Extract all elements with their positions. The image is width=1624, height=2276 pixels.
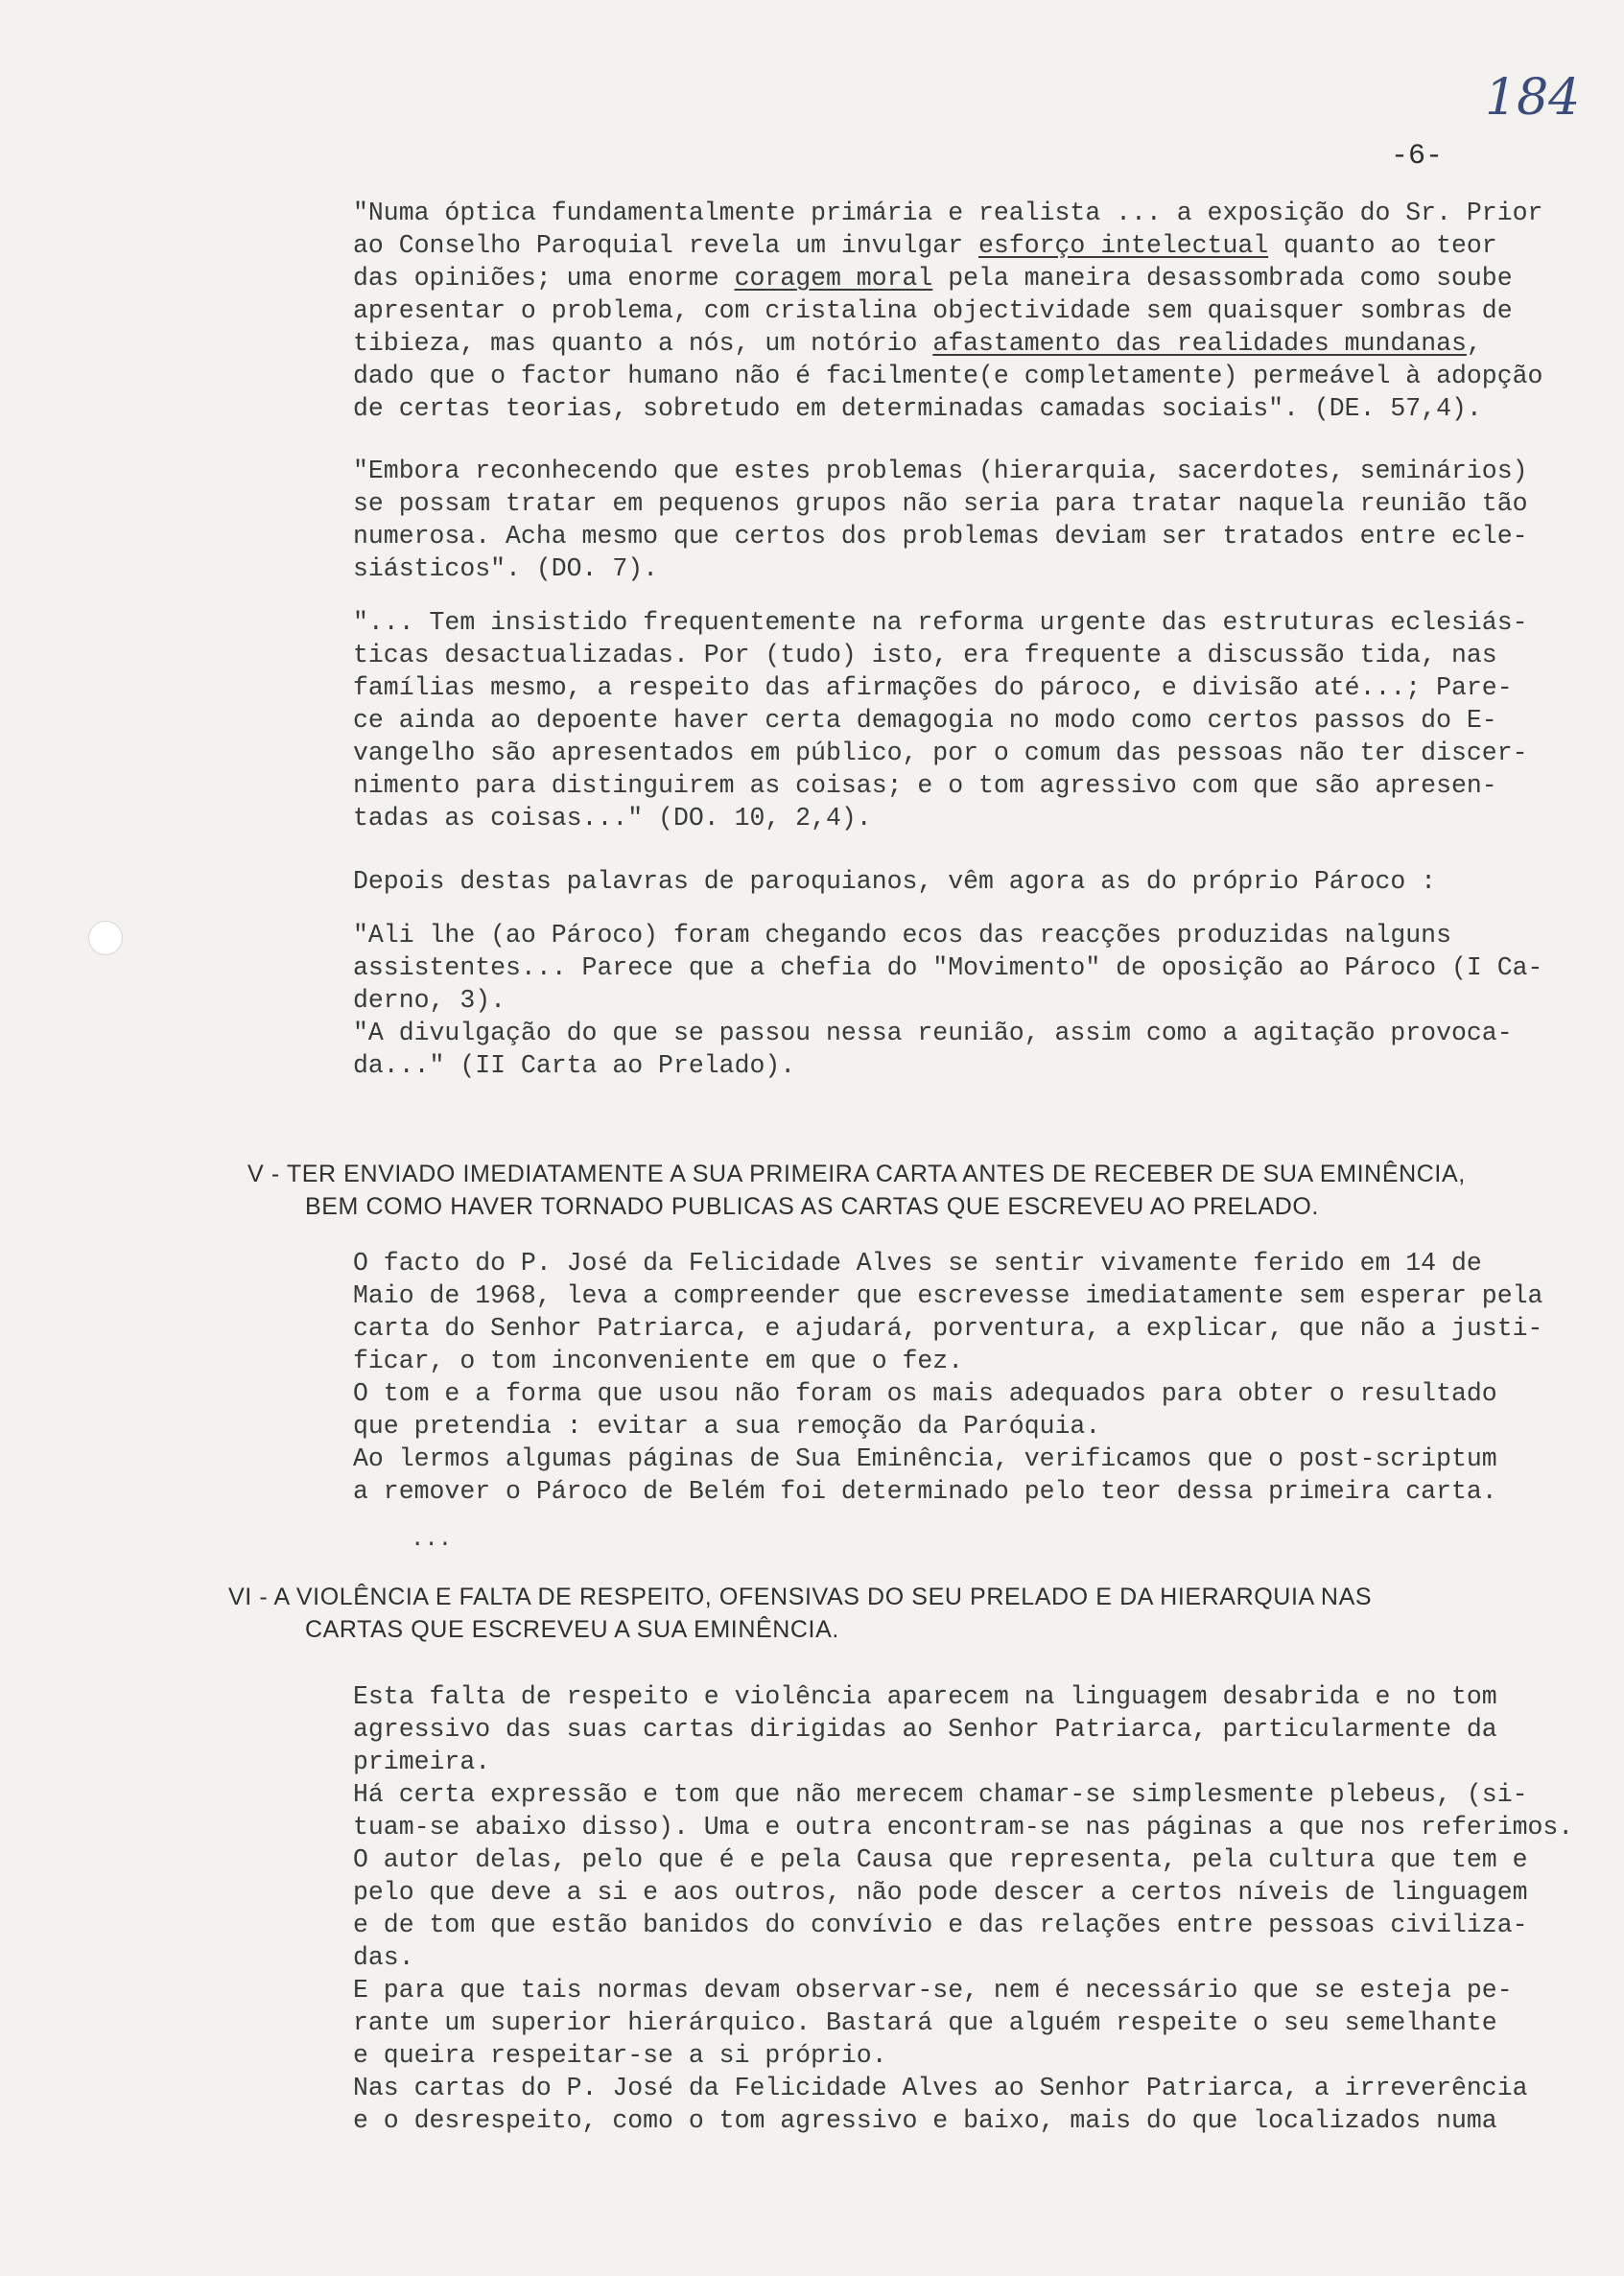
text-line: O autor delas, pelo que é e pela Causa que representa, pela cultura que tem e [353, 1845, 1528, 1874]
text-line: numerosa. Acha mesmo que certos dos problemas deviam ser tratados entre ecle- [353, 522, 1528, 551]
text-line: pelo que deve a si e aos outros, não pode descer a certos níveis de linguagem [353, 1878, 1528, 1907]
text-line: siásticos". (DO. 7). [353, 554, 659, 583]
text-line: O facto do P. José da Felicidade Alves se sentir vivamente ferido em 14 de [353, 1249, 1482, 1278]
page-number: -6- [1391, 140, 1444, 173]
text-line: ao Conselho Paroquial revela um invulgar esforço intelectual quanto ao teor [353, 231, 1497, 260]
text-line: "A divulgação do que se passou nessa reunião, assim como a agitação provoca- [353, 1019, 1513, 1047]
text-line: E para que tais normas devam observar-se, nem é necessário que se esteja pe- [353, 1976, 1513, 2005]
quote-paragraph-4 [353, 919, 1542, 1082]
text-line: Há certa expressão e tom que não merecem chamar-se simplesmente plebeus, (si- [353, 1780, 1528, 1809]
text-line: O tom e a forma que usou não foram os mais adequados para obter o resultado [353, 1379, 1497, 1408]
underlined-phrase: esforço intelectual [978, 231, 1269, 260]
text-line: agressivo das suas cartas dirigidas ao Senhor Patriarca, particularmente da [353, 1715, 1497, 1744]
text-line: primeira. [353, 1748, 491, 1776]
quote-paragraph-3 [353, 606, 1542, 834]
text-line: tibieza, mas quanto a nós, um notório afastamento das realidades mundanas, [353, 329, 1482, 358]
text-line: das. [353, 1943, 414, 1972]
text-line: "... Tem insistido frequentemente na reforma urgente das estruturas eclesiás- [353, 608, 1528, 637]
text-line: tuam-se abaixo disso). Uma e outra encontram-se nas páginas a que nos referimos. [353, 1813, 1574, 1842]
text-line: ticas desactualizadas. Por (tudo) isto, era frequente a discussão tida, nas [353, 641, 1497, 669]
text-line: rante um superior hierárquico. Bastará que alguém respeite o seu semelhante [353, 2008, 1497, 2037]
section-v-heading-line: BEM COMO HAVER TORNADO PUBLICAS AS CARTAS QUE ESCREVEU AO PRELADO. [305, 1193, 1319, 1220]
section-vi-body [353, 1680, 1574, 2137]
quote-paragraph-1 [353, 197, 1542, 425]
section-vi-heading [228, 1581, 1514, 1646]
text-line: vangelho são apresentados em público, por o comum das pessoas não ter discer- [353, 739, 1528, 767]
section-v-ellipsis: ... [411, 1527, 453, 1553]
text-line: Maio de 1968, leva a compreender que escrevesse imediatamente sem esperar pela [353, 1281, 1543, 1310]
text-line: e queira respeitar-se a si próprio. [353, 2041, 887, 2070]
section-vi-heading-line: CARTAS QUE ESCREVEU A SUA EMINÊNCIA. [305, 1616, 839, 1643]
section-vi-heading-line: VI - A VIOLÊNCIA E FALTA DE RESPEITO, OFENSIVAS DO SEU PRELADO E DA HIERARQUIA NAS [228, 1584, 1373, 1610]
text-line: carta do Senhor Patriarca, e ajudará, porventura, a explicar, que não a justi- [353, 1314, 1543, 1343]
text-line: derno, 3). [353, 986, 506, 1015]
text-line: "Embora reconhecendo que estes problemas (hierarquia, sacerdotes, seminários) [353, 457, 1528, 485]
text-line: das opiniões; uma enorme coragem moral pela maneira desassombrada como soube [353, 264, 1513, 293]
text-line: e de tom que estão banidos do convívio e das relações entre pessoas civiliza- [353, 1911, 1528, 1939]
text-line: nimento para distinguirem as coisas; e o tom agressivo com que são apresen- [353, 771, 1497, 800]
text-line: se possam tratar em pequenos grupos não seria para tratar naquela reunião tão [353, 489, 1528, 518]
text-line: apresentar o problema, com cristalina objectividade sem quaisquer sombras de [353, 296, 1513, 325]
text-line: famílias mesmo, a respeito das afirmações do pároco, e divisão até...; Pare- [353, 673, 1513, 702]
text-line: assistentes... Parece que a chefia do "Movimento" de oposição ao Pároco (I Ca- [353, 953, 1543, 982]
transition-paragraph [353, 865, 1542, 898]
text-line: de certas teorias, sobretudo em determinadas camadas sociais". (DE. 57,4). [353, 394, 1482, 423]
text-line: da..." (II Carta ao Prelado). [353, 1051, 796, 1080]
text-line: Nas cartas do P. José da Felicidade Alves ao Senhor Patriarca, a irreverência [353, 2074, 1528, 2102]
text-line: tadas as coisas..." (DO. 10, 2,4). [353, 804, 872, 833]
punch-hole [88, 921, 123, 955]
text-line: Depois destas palavras de paroquianos, vêm agora as do próprio Pároco : [353, 867, 1437, 896]
text-line: ficar, o tom inconveniente em que o fez. [353, 1347, 964, 1375]
text-line: dado que o factor humano não é facilmente(e completamente) permeável à adopção [353, 362, 1543, 390]
section-v-heading-line: V - TER ENVIADO IMEDIATAMENTE A SUA PRIMEIRA CARTA ANTES DE RECEBER DE SUA EMINÊNCIA, [247, 1161, 1466, 1187]
archive-number: 184 [1485, 69, 1581, 127]
underlined-phrase: afastamento das realidades mundanas [932, 329, 1467, 358]
text-line: e o desrespeito, como o tom agressivo e baixo, mais do que localizados numa [353, 2106, 1497, 2135]
section-v-heading [247, 1158, 1533, 1223]
quote-paragraph-2 [353, 455, 1542, 585]
text-line: a remover o Pároco de Belém foi determinado pelo teor dessa primeira carta. [353, 1477, 1497, 1506]
text-line: Ao lermos algumas páginas de Sua Eminência, verificamos que o post-scriptum [353, 1444, 1497, 1473]
text-line: ce ainda ao depoente haver certa demagogia no modo como certos passos do E- [353, 706, 1497, 735]
text-line: que pretendia : evitar a sua remoção da Paróquia. [353, 1412, 1101, 1441]
text-line: "Numa óptica fundamentalmente primária e realista ... a exposição do Sr. Prior [353, 199, 1543, 227]
section-v-body [353, 1247, 1542, 1508]
text-line: Esta falta de respeito e violência aparecem na linguagem desabrida e no tom [353, 1682, 1497, 1711]
underlined-phrase: coragem moral [734, 264, 933, 293]
text-line: "Ali lhe (ao Pároco) foram chegando ecos das reacções produzidas nalguns [353, 921, 1451, 950]
